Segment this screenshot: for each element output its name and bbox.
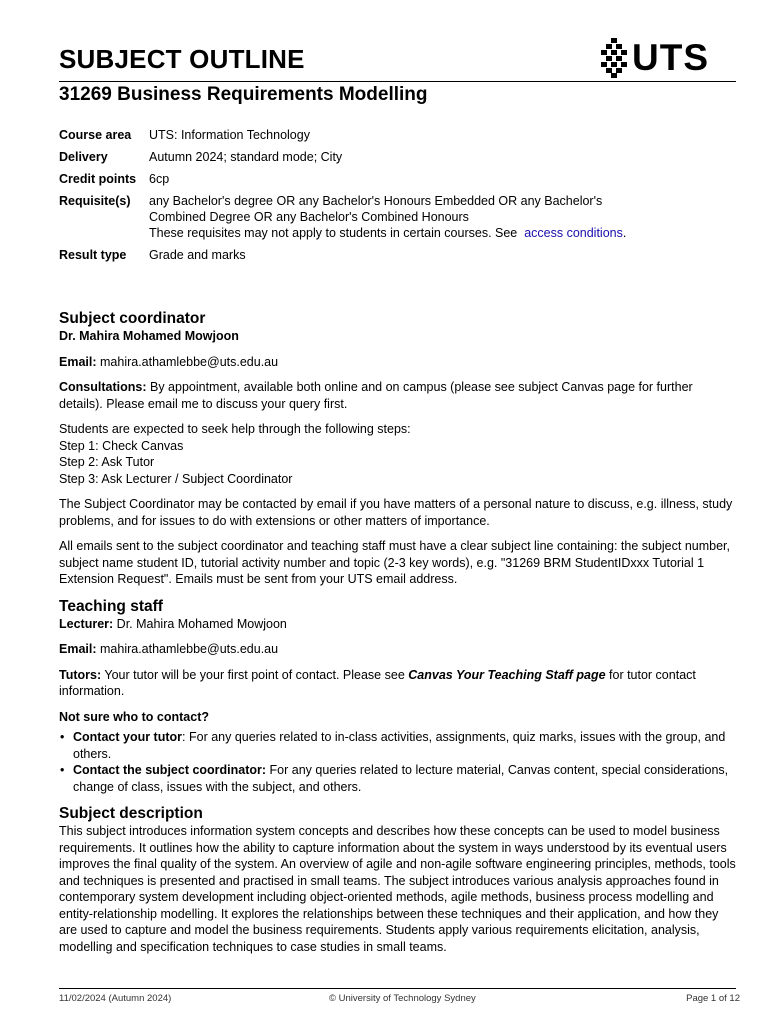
lecturer-email-address: mahira.athamlebbe@uts.edu.au <box>100 642 279 656</box>
document-header <box>59 38 736 82</box>
coordinator-email <box>59 354 736 371</box>
step-1: Step 1: Check Canvas <box>59 438 184 453</box>
step-2: Step 2: Ask Tutor <box>59 455 155 469</box>
coordinator-email-address: mahira.athamlebbe@uts.edu.au <box>100 354 279 369</box>
consultations-text: By appointment, available both online and on campus (please see subject Canvas page for further details). Please email me to discuss your query first. <box>59 380 693 411</box>
footer-divider <box>59 988 736 989</box>
footer-copyright: © University of Technology Sydney <box>329 993 476 1004</box>
lecturer-email <box>59 641 736 658</box>
email-label: Email: <box>59 642 97 656</box>
requisites-text: any Bachelor's degree OR any Bachelor's Honours Embedded OR any Bachelor's Combined Degree OR any Bachelor's Combined Honours <box>149 194 603 224</box>
requisites-note-end: . <box>622 226 627 240</box>
info-row-requisites <box>59 193 659 241</box>
info-label: Requisite(s) <box>59 194 131 208</box>
info-label: Course area <box>59 128 132 142</box>
consultations-label: Consultations: <box>59 380 147 394</box>
consultations <box>59 379 736 412</box>
uts-logo <box>599 38 709 78</box>
info-value: Autumn 2024; standard mode; City <box>149 150 343 164</box>
lecturer-name: Dr. Mahira Mohamed Mowjoon <box>116 616 287 631</box>
contact-tutor-text: : For any queries related to in-class activities, assignments, quiz marks, issues with the group, and others. <box>73 730 726 761</box>
info-label: Credit points <box>59 172 137 186</box>
list-item <box>59 729 736 762</box>
contact-list <box>59 729 736 795</box>
teaching-staff-heading: Teaching staff <box>59 597 163 615</box>
steps-intro: Students are expected to seek help through the following steps: <box>59 422 411 436</box>
tutors-text: Your tutor will be your first point of contact. Please see <box>104 667 405 682</box>
info-row-course-area <box>59 127 659 143</box>
info-label: Result type <box>59 248 127 262</box>
contact-coordinator-text: For any queries related to lecture material, Canvas content, special considerations, change of class, issues with the subject, and others. <box>73 763 729 794</box>
info-value: UTS: Information Technology <box>149 128 310 142</box>
contact-coordinator-label: Contact the subject coordinator: <box>73 763 267 777</box>
list-item <box>59 762 736 795</box>
lecturer <box>59 616 736 633</box>
email-policy-paragraph: All emails sent to the subject coordinator and teaching staff must have a clear subject line containing: the subject number, subject name student ID, tutorial activity number and topic (2-3 key words), e.g. "31269 BRM StudentIDxxx Tutorial 1 Extension Request". Emails must be sent from your UTS email address. <box>59 539 730 586</box>
header-divider <box>59 81 736 82</box>
step-3: Step 3: Ask Lecturer / Subject Coordinator <box>59 471 293 486</box>
footer-page-number: Page 1 of 12 <box>686 993 740 1004</box>
info-value <box>149 193 659 241</box>
uts-logo-text: UTS <box>632 37 709 78</box>
subject-description-text: This subject introduces information system concepts and describes how these concepts can be used to model business requirements. It outlines how the ability to capture information about the system in ways understood by its eventual users improves the final quality of the system. An overview of agile and non-agile software engineering principles, methods, tools and techniques is presented and practised in small teams. The subject introduces various analysis approaches found in contemporary system development including object-oriented methods, agile methods, business process modelling and entity-relationship modelling. It explores the relationships between these techniques and their application, and how they are used to capture and model the business requirements. Students apply various requirements elicitation, analysis, modelling and specification techniques to case studies in small teams. <box>59 824 736 954</box>
coordinator-heading: Subject coordinator <box>59 310 206 327</box>
requisites-note-text: These requisites may not apply to students in certain courses. See <box>149 226 518 240</box>
subject-description-heading: Subject description <box>59 805 203 822</box>
requisites-note <box>149 225 659 241</box>
teaching-staff-page-reference: Canvas Your Teaching Staff page <box>408 667 606 682</box>
document-body <box>59 309 736 964</box>
subject-info-table <box>59 127 659 269</box>
coordinator-name: Dr. Mahira Mohamed Mowjoon <box>59 329 239 343</box>
access-conditions-link[interactable]: access conditions <box>524 226 623 240</box>
coordinator-paragraph: The Subject Coordinator may be contacted by email if you have matters of a personal nature to discuss, e.g. illness, study problems, and for issues to do with extensions or other matters of importance. <box>59 497 733 528</box>
lecturer-label: Lecturer: <box>59 616 114 631</box>
who-to-contact-heading: Not sure who to contact? <box>59 709 209 724</box>
uts-crest-icon <box>599 38 629 78</box>
info-label: Delivery <box>59 150 108 164</box>
info-row-result-type <box>59 247 659 263</box>
footer-date: 11/02/2024 (Autumn 2024) <box>59 993 172 1004</box>
document-title: SUBJECT OUTLINE <box>59 44 305 74</box>
tutors-text-end: for tutor contact information. <box>59 667 696 698</box>
tutors <box>59 667 736 700</box>
info-value: Grade and marks <box>149 248 246 262</box>
contact-tutor-label: Contact your tutor <box>73 730 183 744</box>
info-row-credit-points <box>59 171 659 187</box>
info-row-delivery <box>59 149 659 165</box>
help-steps <box>59 421 736 487</box>
subject-name: 31269 Business Requirements Modelling <box>59 84 428 105</box>
email-label: Email: <box>59 354 97 369</box>
tutors-label: Tutors: <box>59 667 102 682</box>
info-value: 6cp <box>149 172 170 186</box>
